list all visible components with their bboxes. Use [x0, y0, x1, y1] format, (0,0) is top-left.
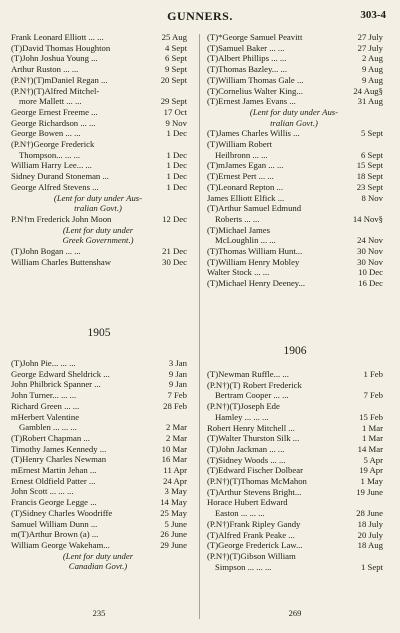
entry-date: 12 Dec	[162, 213, 187, 224]
entry-date: 14 Mar	[357, 443, 383, 454]
entry-date: 30 Nov	[357, 246, 383, 257]
entry-name: mHerbert Valentine	[11, 411, 80, 422]
entry-date: 14 May	[160, 497, 187, 508]
entry-row	[207, 160, 383, 171]
entry-row	[207, 487, 383, 498]
year-heading-1905: 1905	[87, 327, 111, 339]
entry-date: 19 Apr	[359, 465, 383, 476]
entry-date: 6 Sept	[165, 53, 187, 64]
entry-date: 1 Dec	[166, 181, 187, 192]
entry-date: 5 Sept	[361, 128, 383, 139]
column-divider	[199, 34, 200, 619]
entry-row	[207, 193, 383, 204]
entry-row	[11, 401, 187, 412]
right-top-list	[207, 32, 383, 289]
entry-row	[207, 32, 383, 43]
entry-name: (T)William Thomas Gale ...	[207, 74, 304, 85]
entry-name: Timothy James Kennedy ...	[11, 443, 107, 454]
entry-row	[11, 422, 187, 433]
entry-name: Walter Stock ... ...	[207, 267, 270, 278]
entry-date: 11 Apr	[163, 465, 187, 476]
entry-row	[207, 171, 383, 182]
entry-name: (P.N†)(T)mDaniel Regan ...	[11, 74, 108, 85]
entry-name: (T)mJames Egan ... ...	[207, 160, 284, 171]
entry-name: Ernest Oldfield Patter ...	[11, 475, 96, 486]
entry-date: 27 July	[357, 32, 383, 42]
entry-name: (T)John Joshua Young ...	[11, 53, 98, 64]
entry-row	[207, 412, 383, 423]
entry-row	[11, 86, 187, 97]
entry-date: 27 July	[357, 42, 383, 53]
entry-date: 16 Dec	[358, 278, 383, 289]
entry-date: 30 Nov	[357, 256, 383, 267]
entry-name: more Mallett ... ...	[19, 96, 82, 107]
entry-date: 7 Feb	[363, 390, 383, 401]
entry-name: (P.N†)George Frederick	[11, 139, 95, 150]
entry-date: 1 Sept	[361, 561, 383, 572]
entry-date: 1 Mar	[362, 422, 383, 433]
entry-date: 15 Sept	[356, 160, 383, 171]
entry-date: 6 Sept	[361, 149, 383, 160]
entry-date: 3 May	[164, 486, 187, 497]
entry-row	[207, 150, 383, 161]
entry-name: (T)Samuel Baker ... ...	[207, 42, 285, 53]
entry-date: 31 Aug	[357, 96, 383, 107]
entry-row	[207, 43, 383, 54]
entry-row	[11, 519, 187, 530]
entry-row	[207, 128, 383, 139]
entry-note	[11, 551, 187, 562]
entry-date: 21 Dec	[162, 246, 187, 257]
entry-name: (T)Sidney Charles Woodriffe	[11, 507, 113, 518]
entry-date: 25 Aug	[161, 32, 187, 42]
entry-date: 19 June	[356, 486, 383, 497]
entry-row	[11, 454, 187, 465]
entry-name: Simpson ... ... ...	[215, 561, 272, 572]
entry-name: Arthur Ruston ... ...	[11, 64, 79, 75]
entry-date: 5 June	[164, 518, 187, 529]
entry-row	[11, 433, 187, 444]
entry-name: George Richardson ... ...	[11, 117, 96, 128]
entry-date: 30 Dec	[162, 256, 187, 267]
entry-name: Easton ... ... ...	[215, 508, 265, 519]
entry-date: 28 Feb	[163, 400, 187, 411]
entry-name: (T)John Pie... ... ...	[11, 358, 76, 368]
entry-row	[11, 150, 187, 161]
entry-note	[11, 203, 187, 214]
entry-row	[207, 214, 383, 225]
entry-name: (T)John Bogan ... ...	[11, 246, 81, 257]
entry-row	[207, 465, 383, 476]
entry-row	[11, 182, 187, 193]
entry-row	[207, 139, 383, 150]
entry-date: 9 Sept	[165, 64, 187, 75]
entry-name: (P.N†)(T)Gibson William	[207, 550, 296, 561]
entry-name: Bertram Cooper ... ...	[215, 390, 289, 401]
entry-name: (T)William Henry Mobley	[207, 256, 300, 267]
entry-row	[207, 257, 383, 268]
entry-name: Horace Hubert Edward	[207, 497, 288, 508]
entry-name: John Scott ... ... ...	[11, 486, 74, 497]
entry-note	[11, 225, 187, 236]
entry-name: (T)Thomas William Hunt...	[207, 246, 303, 257]
entry-name: John Turner... ... ...	[11, 390, 77, 401]
entry-name: George Ernest Freeme ...	[11, 106, 98, 117]
entry-row	[207, 235, 383, 246]
entry-date: 10 Dec	[358, 267, 383, 278]
entry-row	[207, 551, 383, 562]
entry-name: Hamley ... ... ...	[215, 411, 269, 422]
entry-date: 16 Mar	[161, 454, 187, 465]
footer-left-number: 235	[92, 608, 106, 618]
entry-name: Canadian Govt.)	[68, 561, 128, 572]
entry-date: 1 May	[360, 476, 383, 487]
entry-name: (T)James Charles Willis ...	[207, 128, 300, 139]
entry-row	[207, 497, 383, 508]
entry-name: Frank Leonard Elliott ... ...	[11, 32, 104, 42]
entry-date: 1 Dec	[166, 160, 187, 171]
entry-name: Greek Government.)	[62, 235, 134, 246]
entry-row	[207, 278, 383, 289]
entry-name: (T)Robert Chapman ...	[11, 432, 90, 443]
entry-name: (T)Walter Thurston Silk ...	[207, 433, 300, 444]
entry-note	[11, 235, 187, 246]
entry-date: 1 Dec	[166, 171, 187, 182]
entry-name: (T)Albert Phillips ... ...	[207, 53, 287, 64]
entry-note	[207, 118, 383, 129]
entry-row	[11, 529, 187, 540]
entry-name: (T)Henry Charles Newman	[11, 454, 107, 465]
entry-date: 14 Nov§	[352, 213, 383, 224]
entry-row	[11, 32, 187, 43]
entry-name: (Lent for duty under	[62, 550, 134, 561]
entry-row	[11, 246, 187, 257]
entry-date: 1 Dec	[166, 128, 187, 139]
entry-name: m(T)Arthur Brown (a) ...	[11, 529, 99, 540]
entry-name: George Alfred Stevens ...	[11, 181, 99, 192]
entry-row	[207, 390, 383, 401]
entry-name: Richard Green ... ...	[11, 400, 80, 411]
entry-name: (T)Alfred Frank Peake ...	[207, 529, 295, 540]
entry-date: 25 May	[160, 507, 187, 518]
entry-date: 29 June	[160, 539, 187, 550]
entry-name: Roberts ... ...	[215, 213, 260, 224]
left-top-list	[11, 32, 187, 267]
entry-row	[11, 107, 187, 118]
entry-row	[11, 53, 187, 64]
entry-date: 1 Feb	[363, 369, 383, 379]
entry-date: 9 Jan	[168, 379, 187, 390]
entry-name: tralian Govt.)	[270, 117, 318, 128]
entry-name: (P.N†)(T)Alfred Mitchel-	[11, 85, 100, 96]
entry-date: 1 Dec	[166, 149, 187, 160]
entry-row	[11, 64, 187, 75]
entry-row	[207, 53, 383, 64]
entry-row	[11, 390, 187, 401]
entry-row	[11, 508, 187, 519]
entry-name: (T)Ernest James Evans ...	[207, 96, 296, 107]
entry-name: William Charles Buttenshaw	[11, 256, 112, 267]
entry-row	[207, 401, 383, 412]
entry-row	[207, 540, 383, 551]
entry-name: (T)Sidney Woods ... ...	[207, 454, 286, 465]
entry-date: 29 Sept	[160, 96, 187, 107]
entry-name: (T)George Frederick Law...	[207, 540, 303, 551]
entry-name: Thompson... ... ...	[19, 149, 81, 160]
entry-name: William George Wakeham...	[11, 539, 110, 550]
entry-row	[11, 369, 187, 380]
entry-name: (T)Edward Fischer Dolbear	[207, 465, 304, 476]
entry-date: 15 Feb	[359, 411, 383, 422]
entry-name: Gamblen ... ... ...	[19, 422, 77, 433]
entry-row	[11, 257, 187, 268]
entry-row	[207, 75, 383, 86]
entry-note	[207, 107, 383, 118]
entry-name: (T)Michael Henry Deeney...	[207, 278, 306, 289]
entry-date: 7 Feb	[167, 390, 187, 401]
entry-name: (P.N†)(T) Robert Frederick	[207, 379, 302, 390]
entry-date: 24 Nov	[357, 235, 383, 246]
entry-name: (T)Arthur Samuel Edmund	[207, 203, 302, 214]
entry-name: (T)Arthur Stevens Bright...	[207, 486, 302, 497]
entry-row	[11, 75, 187, 86]
entry-name: William Harry Lee... ...	[11, 160, 92, 171]
entry-name: (T)Ernest Pert ... ...	[207, 171, 274, 182]
entry-name: (Lent for duty under Aus-	[53, 192, 143, 203]
entry-date: 3 Jan	[168, 358, 187, 368]
entry-name: (T)Thomas Bazley... ...	[207, 64, 288, 75]
entry-date: 9 Aug	[362, 74, 383, 85]
entry-row	[11, 96, 187, 107]
entry-date: 20 Sept	[160, 74, 187, 85]
entry-name: (T)John Jackman ... ...	[207, 443, 285, 454]
page-number: 303-4	[360, 9, 386, 21]
entry-row	[207, 530, 383, 541]
entry-date: 8 Nov	[361, 192, 383, 203]
entry-name: George Bowen ... ...	[11, 128, 81, 139]
entry-name: (T)William Robert	[207, 139, 273, 150]
entry-name: P.N†m Frederick John Moon	[11, 213, 112, 224]
entry-name: Heilbronn ... ...	[215, 149, 268, 160]
entry-name: Francis George Legge ...	[11, 497, 97, 508]
entry-row	[207, 444, 383, 455]
entry-date: 26 June	[160, 529, 187, 540]
entry-row	[207, 86, 383, 97]
entry-date: 24 Apr	[163, 475, 187, 486]
entry-row	[207, 380, 383, 391]
entry-date: 17 Oct	[163, 106, 187, 117]
entry-name: (Lent for duty under Aus-	[249, 106, 339, 117]
entry-row	[207, 476, 383, 487]
entry-date: 2 Aug	[362, 53, 383, 64]
entry-note	[11, 193, 187, 204]
entry-name: (P.N†)(T)Joseph Ede	[207, 401, 280, 412]
entry-date: 10 Mar	[161, 443, 187, 454]
entry-name: Samuel William Dunn ...	[11, 518, 98, 529]
left-bottom-list	[11, 358, 187, 572]
entry-row	[11, 412, 187, 423]
entry-name: tralian Govt.)	[74, 203, 122, 214]
page-header	[0, 0, 400, 30]
entry-row	[207, 562, 383, 573]
right-bottom-list	[207, 369, 383, 572]
entry-name: (T)David Thomas Houghton	[11, 42, 111, 53]
entry-date: 4 Sept	[165, 42, 187, 53]
entry-row	[11, 139, 187, 150]
entry-date: 20 July	[357, 529, 383, 540]
entry-row	[207, 246, 383, 257]
entry-note	[11, 561, 187, 572]
entry-name: (T)Newman Ruffle... ...	[207, 369, 289, 379]
entry-date: 23 Sept	[356, 181, 383, 192]
entry-date: 5 Apr	[363, 454, 383, 465]
entry-date: 1 Mar	[362, 433, 383, 444]
entry-name: James Elliott Elfick ...	[207, 192, 285, 203]
entry-row	[11, 476, 187, 487]
entry-name: (T)*George Samuel Peavitt	[207, 32, 303, 42]
entry-name: (P.N†)(T)Thomas McMahon	[207, 476, 307, 487]
entry-row	[11, 444, 187, 455]
entry-row	[207, 96, 383, 107]
entry-date: 24 Aug§	[353, 85, 383, 96]
entry-date: 9 Nov	[165, 117, 187, 128]
entry-row	[11, 497, 187, 508]
year-heading-1906: 1906	[283, 345, 307, 357]
entry-row	[207, 182, 383, 193]
entry-date: 28 June	[356, 508, 383, 519]
entry-name: Sidney Durand Stoneman ...	[11, 171, 109, 182]
entry-row	[11, 486, 187, 497]
entry-name: John Philbrick Spanner ...	[11, 379, 101, 390]
entry-date: 18 July	[357, 518, 383, 529]
entry-row	[207, 267, 383, 278]
entry-row	[207, 369, 383, 380]
entry-row	[207, 508, 383, 519]
entry-row	[207, 519, 383, 530]
entry-date: 9 Aug	[362, 64, 383, 75]
entry-date: 9 Jan	[168, 368, 187, 379]
entry-row	[207, 423, 383, 434]
entry-row	[11, 43, 187, 54]
entry-name: mErnest Martin Jehan ...	[11, 465, 97, 476]
entry-date: 2 Mar	[166, 422, 187, 433]
entry-name: George Edward Sheldrick ...	[11, 368, 110, 379]
entry-name: McLoughlin ... ...	[215, 235, 276, 246]
entry-row	[207, 433, 383, 444]
entry-name: Robert Henry Mitchell ...	[207, 422, 295, 433]
entry-row	[207, 203, 383, 214]
entry-row	[11, 465, 187, 476]
entry-row	[207, 455, 383, 466]
footer-right-number: 269	[288, 608, 302, 618]
entry-date: 2 Mar	[166, 432, 187, 443]
page-title: GUNNERS.	[167, 9, 233, 23]
entry-row	[11, 214, 187, 225]
entry-row	[11, 128, 187, 139]
entry-row	[11, 379, 187, 390]
entry-row	[207, 64, 383, 75]
entry-row	[11, 358, 187, 369]
entry-row	[11, 118, 187, 129]
entry-date: 18 Sept	[356, 171, 383, 182]
entry-row	[11, 160, 187, 171]
entry-name: (P.N†)Frank Ripley Gandy	[207, 518, 301, 529]
entry-date: 18 Aug	[357, 540, 383, 551]
entry-name: (T)Leonard Repton ...	[207, 181, 283, 192]
entry-name: (T)Cornelius Walter King...	[207, 85, 303, 96]
entry-name: (Lent for duty under	[62, 224, 134, 235]
entry-row	[207, 225, 383, 236]
entry-row	[11, 171, 187, 182]
entry-name: (T)Michael James	[207, 224, 270, 235]
entry-row	[11, 540, 187, 551]
